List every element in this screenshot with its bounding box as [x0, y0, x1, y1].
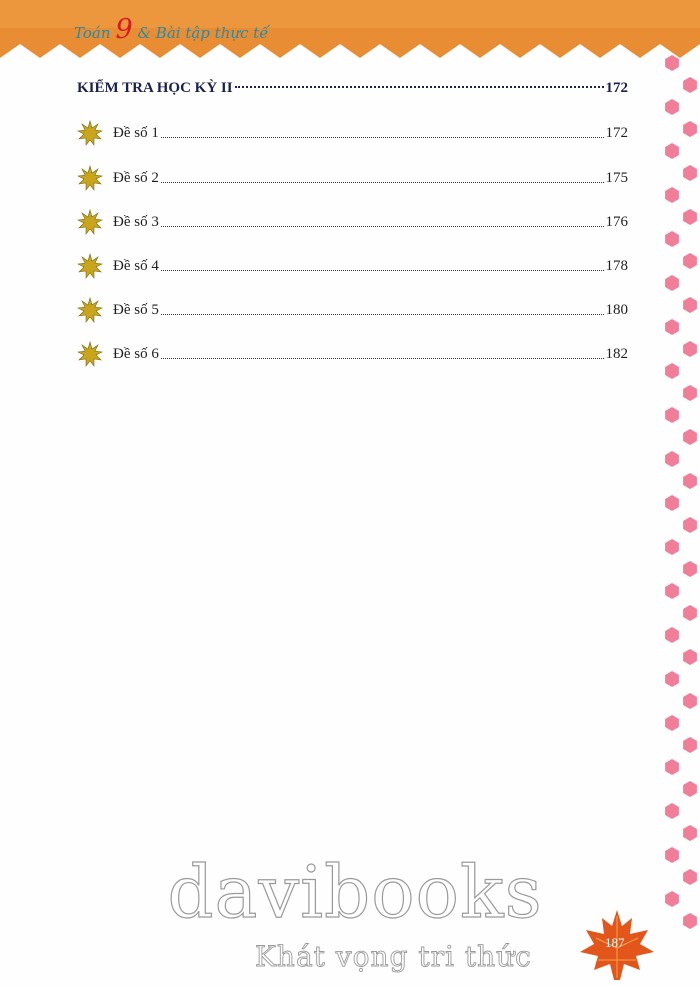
hexagon-shape — [683, 297, 697, 313]
hexagon-shape — [683, 165, 697, 181]
hexagon-shape — [683, 385, 697, 401]
hexagon-shape — [665, 627, 679, 643]
hexagon-shape — [683, 517, 697, 533]
dot-leader — [161, 182, 604, 183]
dot-leader — [161, 358, 604, 359]
hexagon-shape — [665, 891, 679, 907]
toc-entry[interactable] — [77, 251, 628, 281]
hexagon-shape — [683, 869, 697, 885]
hexagon-shape — [683, 121, 697, 137]
entry-page: 176 — [605, 214, 628, 230]
book-title — [74, 14, 268, 44]
page-number: 187 — [605, 935, 625, 950]
hexagon-shape — [665, 671, 679, 687]
hexagon-shape — [665, 847, 679, 863]
toc-section-heading[interactable] — [77, 80, 628, 100]
toc-entry[interactable] — [77, 163, 628, 193]
star-icon — [77, 297, 103, 323]
entry-label: Đề số 3 — [113, 214, 159, 230]
hexagon-shape — [683, 253, 697, 269]
star-icon — [77, 253, 103, 279]
hexagon-shape — [665, 319, 679, 335]
hexagon-shape — [683, 649, 697, 665]
hexagon-shape — [665, 143, 679, 159]
hexagon-shape — [683, 341, 697, 357]
hexagon-shape — [665, 231, 679, 247]
entry-page: 175 — [605, 170, 628, 186]
title-rest: & Bài tập thực tế — [137, 24, 269, 42]
entry-label: Đề số 4 — [113, 258, 159, 274]
hexagon-shape — [665, 275, 679, 291]
brand-tagline: Khát vọng tri thức — [255, 940, 532, 973]
hexagon-shape — [665, 451, 679, 467]
hexagon-shape — [665, 99, 679, 115]
dot-leader — [161, 137, 604, 138]
hexagon-shape — [665, 363, 679, 379]
entry-page: 182 — [605, 346, 628, 362]
toc-entry[interactable] — [77, 339, 628, 369]
hexagon-shape — [665, 759, 679, 775]
hexagon-shape — [683, 429, 697, 445]
hexagon-shape — [683, 473, 697, 489]
dot-leader — [235, 86, 604, 88]
hexagon-shape — [683, 825, 697, 841]
dot-leader — [161, 226, 604, 227]
star-icon — [77, 341, 103, 367]
subject-label: Toán — [74, 24, 111, 42]
star-icon — [77, 120, 103, 146]
hexagon-shape — [665, 407, 679, 423]
entry-label: Đề số 2 — [113, 170, 159, 186]
hexagon-shape — [683, 693, 697, 709]
hexagon-shape — [683, 913, 697, 929]
entry-page: 172 — [605, 125, 628, 141]
hexagon-shape — [665, 55, 679, 71]
toc-entry[interactable] — [77, 118, 628, 148]
hexagon-shape — [683, 561, 697, 577]
star-icon — [77, 165, 103, 191]
hexagon-shape — [683, 737, 697, 753]
entry-page: 178 — [605, 258, 628, 274]
brand-logo: davibooks — [167, 850, 543, 934]
hexagon-shape — [683, 77, 697, 93]
hexagon-shape — [665, 539, 679, 555]
toc-entry[interactable] — [77, 207, 628, 237]
toc-entry[interactable] — [77, 295, 628, 325]
star-icon — [77, 209, 103, 235]
hexagon-shape — [665, 495, 679, 511]
hexagon-shape — [665, 803, 679, 819]
dot-leader — [161, 270, 604, 271]
hexagon-shape — [683, 781, 697, 797]
section-title: KIỂM TRA HỌC KỲ II — [77, 80, 233, 96]
hexagon-border — [660, 55, 700, 935]
entry-label: Đề số 5 — [113, 302, 159, 318]
section-page: 172 — [605, 80, 628, 96]
entry-page: 180 — [605, 302, 628, 318]
hexagon-shape — [683, 605, 697, 621]
grade-label: 9 — [115, 14, 133, 45]
hexagon-shape — [683, 209, 697, 225]
hexagon-shape — [665, 583, 679, 599]
header-banner — [0, 0, 700, 70]
hexagon-shape — [665, 715, 679, 731]
entry-label: Đề số 6 — [113, 346, 159, 362]
hexagon-shape — [665, 187, 679, 203]
dot-leader — [161, 314, 604, 315]
entry-label: Đề số 1 — [113, 125, 159, 141]
